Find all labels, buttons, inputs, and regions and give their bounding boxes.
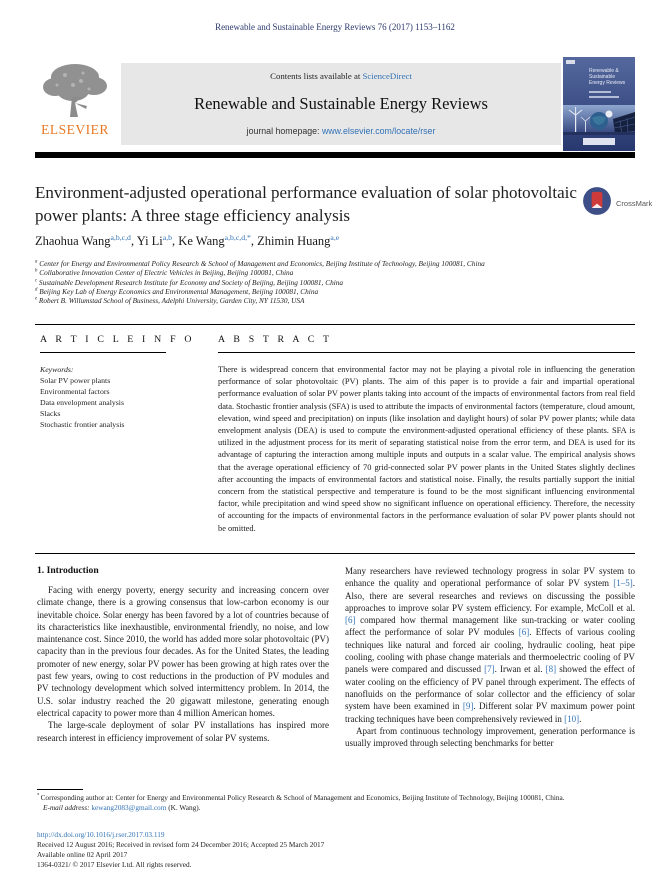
seg-sup-link[interactable]: a,e (330, 232, 340, 242)
text-run: , (130, 234, 137, 248)
abstract-heading: A B S T R A C T (218, 334, 333, 345)
homepage-link[interactable]: www.elsevier.com/locate/rser (321, 126, 436, 136)
corresponding-author-footnote (37, 789, 635, 813)
text-run: Center for Energy and Environmental Policy Research & School of Management and Economics, Beijing Institute of Technology, Beijing 100081, China (37, 259, 485, 268)
cover-title-line: Renewable & (589, 68, 619, 74)
text-run: . Different solar PV maximum power point tracking techniques have been comprehensively reviewed in (345, 701, 635, 724)
affiliation-item (35, 296, 625, 305)
authors-line (35, 234, 595, 249)
available-online: Available online 02 April 2017 (37, 850, 128, 859)
cover-bottom-band (583, 138, 615, 145)
footnote-rule (37, 789, 83, 790)
seg-ital: E-mail address: (43, 802, 92, 812)
text-run: Many researchers have reviewed technology progress in solar PV system to enhance the quality and operational performance of solar PV system (345, 566, 635, 589)
journal-citation: Renewable and Sustainable Energy Reviews 76 (2017) 1153–1162 (215, 22, 455, 32)
text-run: . (579, 713, 582, 724)
body-paragraph (345, 725, 635, 750)
elsevier-tree-icon (35, 106, 115, 123)
horizontal-rule (35, 553, 635, 554)
text-run: Yi Li (136, 234, 163, 248)
keyword-item: Data envelopment analysis (40, 398, 125, 407)
received-dates: Received 12 August 2016; Received in revised form 24 December 2016; Accepted 25 March 2017 (37, 840, 325, 849)
cover-title-line: Sustainable (589, 74, 616, 80)
text-run: Beijing Key Lab of Energy Economics and Environmental Management, Beijing 100081, China (37, 286, 319, 296)
homepage-line (121, 126, 561, 136)
keyword-item: Stochastic frontier analysis (40, 420, 125, 429)
keywords-label: Keywords: (40, 365, 74, 374)
seg-sup-link[interactable]: a,b (162, 232, 173, 242)
journal-banner (35, 57, 635, 151)
footnote-line-1 (37, 793, 635, 803)
horizontal-rule (35, 324, 635, 325)
cover-title (589, 68, 625, 86)
seg-sup: c (35, 278, 38, 284)
keyword-item: Environmental factors (40, 387, 110, 396)
seg-sup: * (37, 793, 41, 799)
abstract-text: There is widespread concern that environmental factor may not be playing a pivotal role in influencing the generation performance of solar photovoltaic (PV) plants. The aim of this paper is to provide a fair and impartial operational performance evaluation of solar PV power plants taking into account of the impacts of environmental factors from real field data. Stochastic frontier analysis (SFA) is used to attribute the impacts of environmental factors (temperature, cloud amount, elevation, wind speed and precipitation) on inputs (like insolation and daylight hours) of solar PV power plants; while data envelopment analysis (DEA) is used to compute the environment-adjusted operational efficiency of these plants. SFA is utilized in the adjustment process for its merit of separating statistical noise from the error term, and DEA is used for its advantage of capturing the interaction among multiple inputs and outputs in a scalar value. The empirical analysis shows that the average operational efficiency of 70 grid-connected solar PV power plants in the United States slightly declines after accounting the impacts of environmental factors and statistical noise. Finally, the results partially support the initial concern from the statistical perspective and temperature is found to be the most significant influencing environmental factor, while precipitation and wind speed show no significant influence on operational efficiency. Therefore, the necessity of accounting for the impacts of environmental factors in the performance evaluation of solar PV power plants should not be omitted. (218, 365, 635, 533)
section-heading-introduction: 1. Introduction (37, 565, 99, 576)
citation-link[interactable]: [9] (462, 701, 474, 712)
cover-editor-bar (589, 91, 611, 93)
affiliation-item (35, 259, 625, 268)
article-footer (37, 830, 635, 870)
text-run: (K. Wang). (166, 802, 201, 812)
affiliation-item (35, 268, 625, 277)
contents-prefix: Contents lists available at (270, 71, 363, 81)
citation-link[interactable]: [6] (518, 627, 530, 638)
body-column-left (37, 584, 329, 744)
separator-bar (35, 152, 635, 158)
text-run: , (250, 234, 258, 248)
text-run: Zhaohua Wang (35, 234, 111, 248)
footnote-line-2 (43, 803, 635, 813)
citation-link[interactable]: [7] (484, 664, 495, 675)
seg-sup: d (35, 287, 38, 293)
abstract-section (218, 334, 635, 535)
text-run: Zhimin Huang (257, 234, 331, 248)
text-run: Robert B. Willumstad School of Business, Adelphi University, Garden City, NY 11530, USA (37, 296, 305, 306)
citation-link[interactable]: [8] (545, 664, 557, 675)
keyword-item: Slacks (40, 409, 61, 418)
text-run: Apart from continuous technology improvement, generation performance is usually improved through selecting benchmarks for better (345, 725, 635, 749)
cover-title-line: Energy Reviews (589, 80, 626, 86)
keyword-item: Solar PV power plants (40, 376, 111, 385)
journal-title: Renewable and Sustainable Energy Reviews (194, 93, 488, 113)
homepage-prefix: journal homepage: (246, 126, 322, 136)
text-run: showed the effect of water cooling on the efficiency of PV panel through experiment. The effects of nanofluids on the performance of solar collector and the efficiency of solar system have been examined in (345, 664, 635, 712)
text-run: The large-scale deployment of solar PV installations has inspired more research interest in efficiency improvement of solar PV systems. (37, 720, 329, 743)
heading-rule (40, 352, 166, 353)
body-paragraph (37, 584, 329, 719)
body-column-right (345, 565, 635, 749)
cover-photo-illustration (563, 105, 635, 140)
crossmark-icon (582, 186, 612, 221)
text-run: Facing with energy poverty, energy security and increasing concern over climate change, there is a growing consensus that low-carbon economy is our inevitable choice. Solar energy has been favored by a lot of countries because of its characteristics like inexhaustible, environmental friendly, no noise, and low maintenance cost. Since 2010, the world has added more solar photovoltaic (PV) capacity than in the previous four decades. As for the United States, the leading promoter of new energy, solar PV power has been growing at high rates over the past few years, owing to cost reductions in the production of PV modules and PV technology development which solved intermittency problem. In 2014, the U.S. solar industry reached the 20 gigawatt milestone, generating enough electrical capacity to power more than 4 million American homes. (37, 585, 329, 718)
text-run: Corresponding author at: Center for Energy and Environmental Policy Research & School of Management and Economics, Beijing Institute of Technology, Beijing 100081, China. (40, 793, 565, 802)
cover-editor-bar (589, 96, 619, 98)
text-run: . Also, there are several researches and reviews on discussing the possible approaches to improve solar PV system efficiency. For example, McColl et al. (345, 578, 635, 613)
article-info-heading: A R T I C L E I N F O (40, 334, 195, 345)
cover-corner-mark (566, 60, 575, 64)
journal-banner-box (121, 63, 561, 145)
crossmark-label: CrossMark (616, 199, 653, 208)
elsevier-logo[interactable] (35, 61, 115, 149)
body-paragraph (37, 719, 329, 744)
seg-sup-link[interactable]: a,b,c,d,* (224, 232, 251, 242)
journal-cover-thumbnail[interactable] (563, 57, 635, 151)
crossmark-badge[interactable] (582, 186, 667, 221)
citation-link[interactable]: [10] (564, 713, 580, 724)
article-info-section (40, 334, 200, 430)
affiliations-list (35, 259, 625, 305)
seg-sup-link[interactable]: a,b,c,d (110, 232, 131, 242)
text-run: Ke Wang (178, 234, 225, 248)
text-run: , (172, 234, 179, 248)
citation-link[interactable]: [1–5] (613, 578, 633, 589)
copyright-line: 1364-0321/ © 2017 Elsevier Ltd. All rights reserved. (37, 860, 192, 869)
elsevier-wordmark: ELSEVIER (41, 122, 109, 137)
seg-sup: a (35, 259, 38, 265)
seg-link[interactable]: kewang2083@gmail.com (91, 802, 167, 812)
sciencedirect-link[interactable]: ScienceDirect (362, 71, 412, 81)
heading-rule (218, 352, 635, 353)
doi-link[interactable]: http://dx.doi.org/10.1016/j.rser.2017.03.119 (37, 830, 165, 839)
contents-line (121, 71, 561, 81)
text-run: Collaborative Innovation Center of Electric Vehicles in Beijing, Beijing 100081, China (37, 268, 294, 278)
text-run: . Irwan et al. (494, 664, 546, 675)
text-run: compared how thermal management like sun-tracking or water cooling affect the performance of solar PV modules (345, 615, 635, 638)
seg-sup: e (35, 296, 38, 302)
article-title: Environment-adjusted operational performance evaluation of solar photovoltaic power plants: A three stage efficiency analysis (35, 183, 577, 225)
citation-link[interactable]: [6] (345, 615, 356, 626)
seg-sup: b (35, 268, 38, 274)
text-run: . Effects of various cooling techniques like natural and forced air cooling, hydraulic cooling, heat pipe cooling, cooling with phase change materials and thermoelectric cooling of PV panels were compared and discussed (345, 627, 635, 675)
body-paragraph (345, 565, 635, 725)
affiliation-item (35, 278, 625, 287)
affiliation-item (35, 287, 625, 296)
text-run: Sustainable Development Research Institute for Economy and Society of Beijing, Beijing 100081, China (37, 277, 344, 287)
keywords-block (40, 364, 200, 430)
